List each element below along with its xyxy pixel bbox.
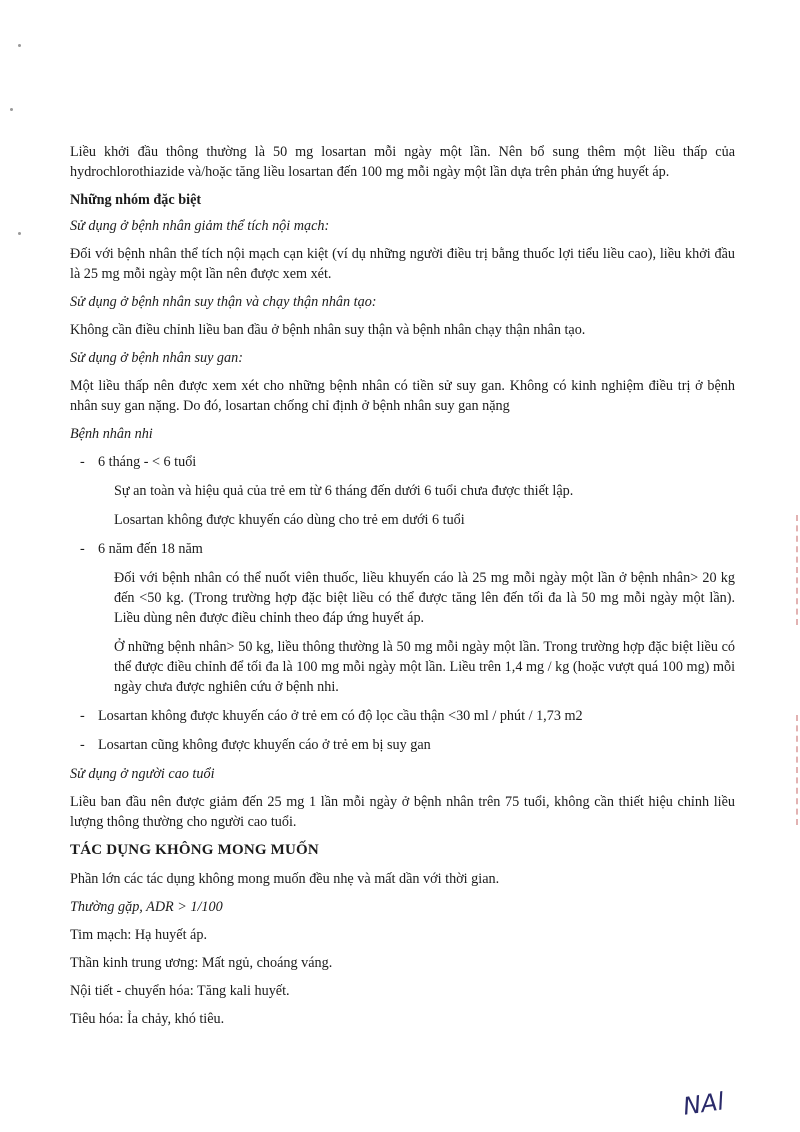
scan-dot [18,232,21,235]
pediatric-hepatic-note: - Losartan cũng không được khuyến cáo ở trẻ em bị suy gan [70,735,735,755]
volume-depletion-text: Đối với bệnh nhân thể tích nội mạch cạn kiệt (ví dụ những người điều trị bằng thuốc lợi tiểu liều cao), liều khởi đầu là 25 mg mỗi ngày một lần nên được xem xét. [70,246,735,282]
adverse-item: Nội tiết - chuyển hóa: Tăng kali huyết. [70,983,290,999]
pediatric-age1-text2: Losartan không được khuyến cáo dùng cho trẻ em dưới 6 tuổi [114,512,465,528]
elderly-text: Liều ban đầu nên được giảm đến 25 mg 1 lần mỗi ngày ở bệnh nhân trên 75 tuổi, không cần thiết hiệu chỉnh liều lượng thông thường cho người cao tuổi. [70,794,735,830]
adverse-intro: Phần lớn các tác dụng không mong muốn đều nhẹ và mất dần với thời gian. [70,871,500,887]
handwritten-signature: NAl [681,1087,726,1121]
pediatric-renal-note: - Losartan không được khuyến cáo ở trẻ em có độ lọc cầu thận <30 ml / phút / 1,73 m2 [70,706,735,726]
hepatic-text: Một liều thấp nên được xem xét cho những bệnh nhân có tiền sử suy gan. Không có kinh nghiệm điều trị ở bệnh nhân suy gan nặng. Do đó, losartan chống chỉ định ở bệnh nhân suy gan nặng [70,378,735,414]
special-groups-heading: Những nhóm đặc biệt [70,192,202,208]
adverse-common-title: Thường gặp, ADR > 1/100 [70,899,223,915]
hepatic-title: Sử dụng ở bệnh nhân suy gan: [70,350,243,366]
renal-title: Sử dụng ở bệnh nhân suy thận và chạy thận nhân tạo: [70,294,377,310]
volume-depletion-title: Sử dụng ở bệnh nhân giảm thể tích nội mạch: [70,218,330,234]
dosing-intro: Liều khởi đầu thông thường là 50 mg losartan mỗi ngày một lần. Nên bổ sung thêm một liều thấp của hydrochlorothiazide và/hoặc tăng liều losartan đến 100 mg mỗi ngày một lần dựa trên phản ứng huyết áp. [70,144,735,180]
renal-text: Không cần điều chỉnh liều ban đầu ở bệnh nhân suy thận và bệnh nhân chạy thận nhân tạo. [70,322,586,338]
pediatric-age-group-2: - 6 năm đến 18 năm [70,539,735,559]
adverse-item: Tiêu hóa: Ỉa chảy, khó tiêu. [70,1011,225,1027]
scan-dot [18,44,21,47]
scan-dot [10,108,13,111]
page-edge-mark [786,515,798,625]
pediatric-age2-text1: Đối với bệnh nhân có thể nuốt viên thuốc, liều khuyến cáo là 25 mg mỗi ngày một lần ở bệnh nhân> 20 kg đến <50 kg. (Trong trường hợp đặc biệt liều có thể được tăng lên đến tối đa là 50 mg mỗi ngày một lần). Liều dùng nên được điều chỉnh theo đáp ứng huyết áp. [114,570,735,626]
adverse-effects-heading: TÁC DỤNG KHÔNG MONG MUỐN [70,842,319,858]
pediatric-title: Bệnh nhân nhi [70,426,153,442]
page-edge-mark [786,715,798,825]
document-body [70,142,735,1037]
elderly-title: Sử dụng ở người cao tuổi [70,766,215,782]
pediatric-age-group-1: - 6 tháng - < 6 tuổi [70,452,735,472]
pediatric-age1-text1: Sự an toàn và hiệu quả của trẻ em từ 6 tháng đến dưới 6 tuổi chưa được thiết lập. [114,483,574,499]
pediatric-age2-text2: Ở những bệnh nhân> 50 kg, liều thông thường là 50 mg mỗi ngày một lần. Trong trường hợp đặc biệt liều có thể được điều chỉnh để tối đa là 100 mg mỗi ngày một lần. Liều trên 1,4 mg / kg (hoặc vượt quá 100 mg) mỗi ngày chưa được nghiên cứu ở bệnh nhi. [114,639,736,695]
adverse-item: Tim mạch: Hạ huyết áp. [70,927,207,943]
adverse-item: Thần kinh trung ương: Mất ngủ, choáng váng. [70,955,333,971]
